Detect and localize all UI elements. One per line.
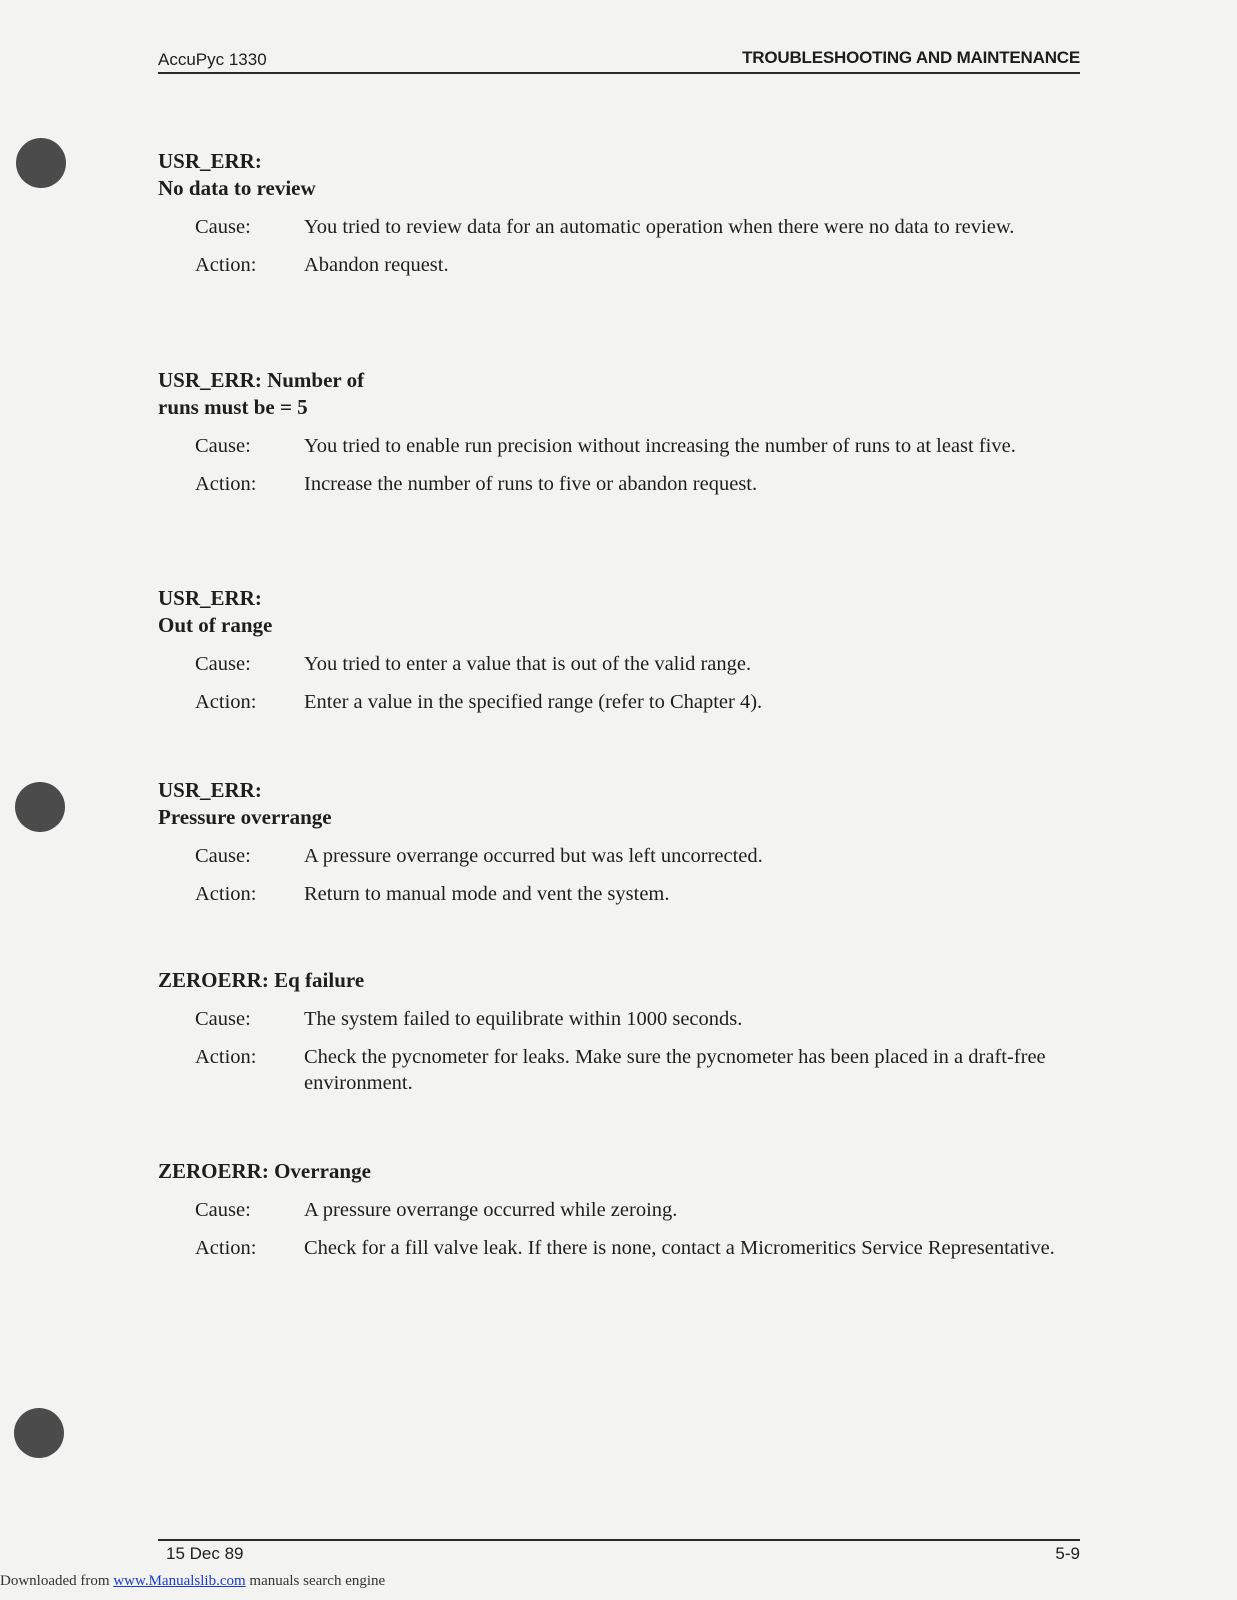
error-title-line: Pressure overrange (158, 805, 332, 829)
cause-row (158, 1006, 1088, 1032)
action-text: Return to manual mode and vent the system. (304, 883, 670, 905)
error-title-line: ZEROERR: Eq failure (158, 968, 365, 992)
error-title (158, 967, 1088, 994)
footer-date: 15 Dec 89 (166, 1544, 244, 1563)
error-entry (158, 1158, 1088, 1261)
action-row (158, 252, 1088, 278)
cause-row (158, 843, 1088, 869)
cause-text: You tried to enter a value that is out of the valid range. (304, 653, 752, 675)
action-label: Action: (195, 473, 257, 495)
action-label: Action: (195, 1046, 257, 1068)
action-row (158, 1235, 1088, 1261)
cause-label: Cause: (195, 216, 251, 238)
error-title-line: USR_ERR: Number of (158, 368, 365, 392)
action-label: Action: (195, 691, 257, 713)
manualslib-link[interactable]: www.Manualslib.com (113, 1573, 246, 1589)
cause-row (158, 214, 1088, 240)
cause-text: The system failed to equilibrate within 1000 seconds. (304, 1008, 743, 1030)
action-text: Check for a fill valve leak. If there is none, contact a Micromeritics Service Representative. (304, 1237, 1055, 1259)
page-number: 5-9 (1055, 1544, 1080, 1563)
download-watermark (0, 1573, 385, 1590)
error-entry (158, 148, 1088, 278)
action-row (158, 471, 1088, 497)
error-title-line: runs must be = 5 (158, 395, 308, 419)
action-text: Increase the number of runs to five or abandon request. (304, 473, 758, 495)
error-title (158, 777, 1088, 831)
error-title (158, 1158, 1088, 1185)
cause-label: Cause: (195, 653, 251, 675)
error-title-line: USR_ERR: (158, 149, 262, 173)
header-product-name: AccuPyc 1330 (158, 50, 267, 69)
error-entry (158, 967, 1088, 1096)
error-title (158, 585, 1088, 639)
error-title-line: ZEROERR: Overrange (158, 1159, 371, 1183)
cause-label: Cause: (195, 1199, 251, 1221)
binder-hole-middle (15, 782, 65, 832)
action-text: Check the pycnometer for leaks. Make sure the pycnometer has been placed in a draft-free environment. (304, 1046, 1046, 1094)
action-label: Action: (195, 254, 257, 276)
error-title (158, 148, 1088, 202)
running-footer (158, 1539, 1080, 1569)
action-row (158, 881, 1088, 907)
running-header (158, 48, 1080, 74)
cause-text: You tried to enable run precision without increasing the number of runs to at least five. (304, 435, 1016, 457)
cause-row (158, 651, 1088, 677)
error-title (158, 367, 1088, 421)
cause-label: Cause: (195, 435, 251, 457)
binder-hole-top (16, 138, 66, 188)
error-entry (158, 777, 1088, 907)
error-title-line: Out of range (158, 613, 273, 637)
error-entry (158, 367, 1088, 497)
watermark-suffix: manuals search engine (245, 1573, 386, 1589)
cause-label: Cause: (195, 845, 251, 867)
watermark-prefix: Downloaded from (0, 1573, 114, 1589)
error-entry (158, 585, 1088, 715)
cause-text: A pressure overrange occurred while zeroing. (304, 1199, 678, 1221)
error-title-line: USR_ERR: (158, 586, 262, 610)
cause-row (158, 1197, 1088, 1223)
cause-text: A pressure overrange occurred but was left uncorrected. (304, 845, 763, 867)
action-text: Enter a value in the specified range (refer to Chapter 4). (304, 691, 763, 713)
action-label: Action: (195, 883, 257, 905)
error-title-line: USR_ERR: (158, 778, 262, 802)
header-section-title: TROUBLESHOOTING AND MAINTENANCE (742, 48, 1080, 67)
action-text: Abandon request. (304, 254, 449, 276)
error-title-line: No data to review (158, 176, 316, 200)
cause-row (158, 433, 1088, 459)
action-row (158, 689, 1088, 715)
action-row (158, 1044, 1088, 1096)
action-label: Action: (195, 1237, 257, 1259)
cause-text: You tried to review data for an automatic operation when there were no data to review. (304, 216, 1015, 238)
binder-hole-bottom (14, 1408, 64, 1458)
cause-label: Cause: (195, 1008, 251, 1030)
